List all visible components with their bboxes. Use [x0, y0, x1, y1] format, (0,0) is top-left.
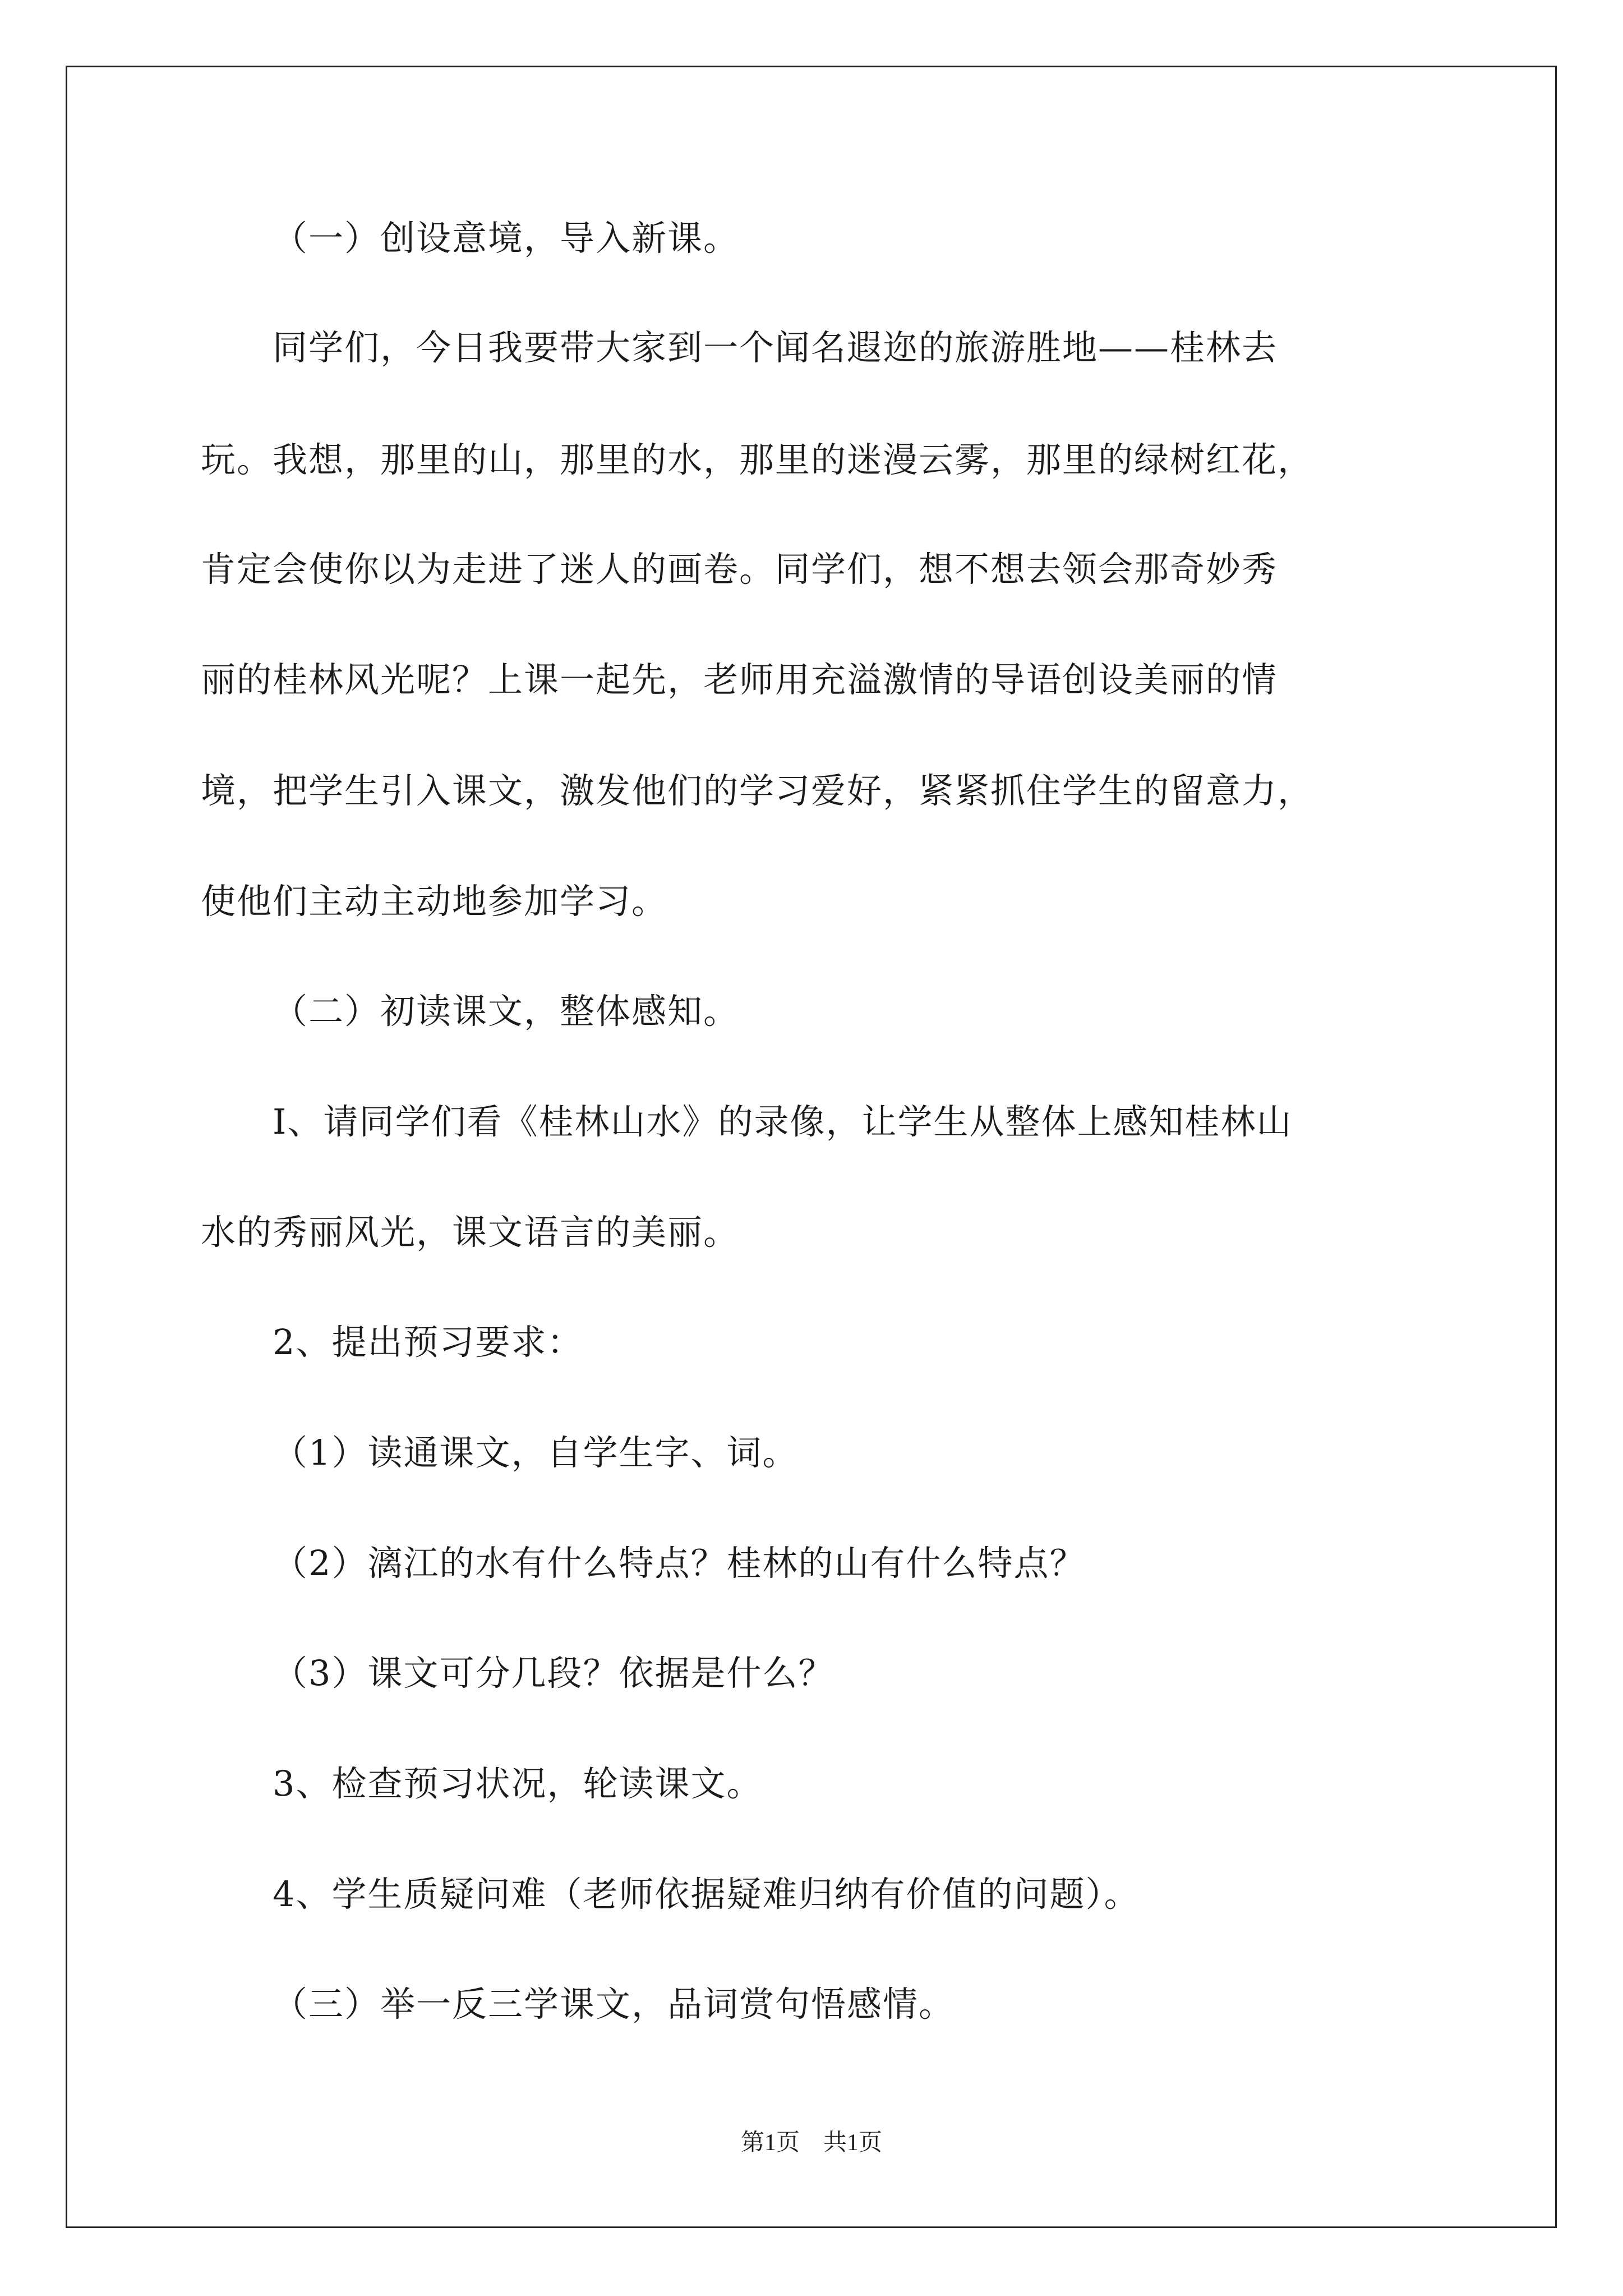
list-item: 3、检查预习状况，轮读课文。 — [273, 1763, 763, 1804]
list-item: （2）漓江的水有什么特点？桂林的山有什么特点？ — [273, 1543, 1086, 1584]
list-item: 2、提出预习要求： — [273, 1322, 583, 1363]
list-item: （3）课文可分几段？依据是什么？ — [273, 1653, 834, 1694]
section-heading-1: （一）创设意境，导入新课。 — [273, 218, 740, 259]
section-heading-2: （二）初读课文，整体感知。 — [273, 991, 740, 1032]
list-item: 4、学生质疑问难（老师依据疑难归纳有价值的问题）。 — [273, 1874, 1140, 1915]
section-heading-3: （三）举一反三学课文，品词赏句悟感情。 — [273, 1984, 955, 2024]
list-item: （1）读通课文，自学生字、词。 — [273, 1432, 799, 1473]
page-footer: 第1页 共1页 — [740, 2130, 882, 2156]
paragraph-line: 肯定会使你以为走进了迷人的画卷。同学们，想不想去领会那奇妙秀 — [201, 549, 1278, 590]
paragraph-line: I、请同学们看《桂林山水》的录像，让学生从整体上感知桂林山 — [273, 1101, 1293, 1142]
paragraph-line: 玩。我想，那里的山，那里的水，那里的迷漫云雾，那里的绿树红花， — [201, 439, 1314, 480]
paragraph-line: 水的秀丽风光，课文语言的美丽。 — [201, 1212, 740, 1253]
paragraph-line: 境，把学生引入课文，激发他们的学习爱好，紧紧抓住学生的留意力， — [201, 770, 1314, 811]
paragraph-line: 同学们，今日我要带大家到一个闻名遐迩的旅游胜地——桂林去 — [273, 327, 1278, 368]
paragraph-line: 使他们主动主动地参加学习。 — [201, 881, 668, 922]
paragraph-line: 丽的桂林风光呢？上课一起先，老师用充溢激情的导语创设美丽的情 — [201, 659, 1278, 700]
